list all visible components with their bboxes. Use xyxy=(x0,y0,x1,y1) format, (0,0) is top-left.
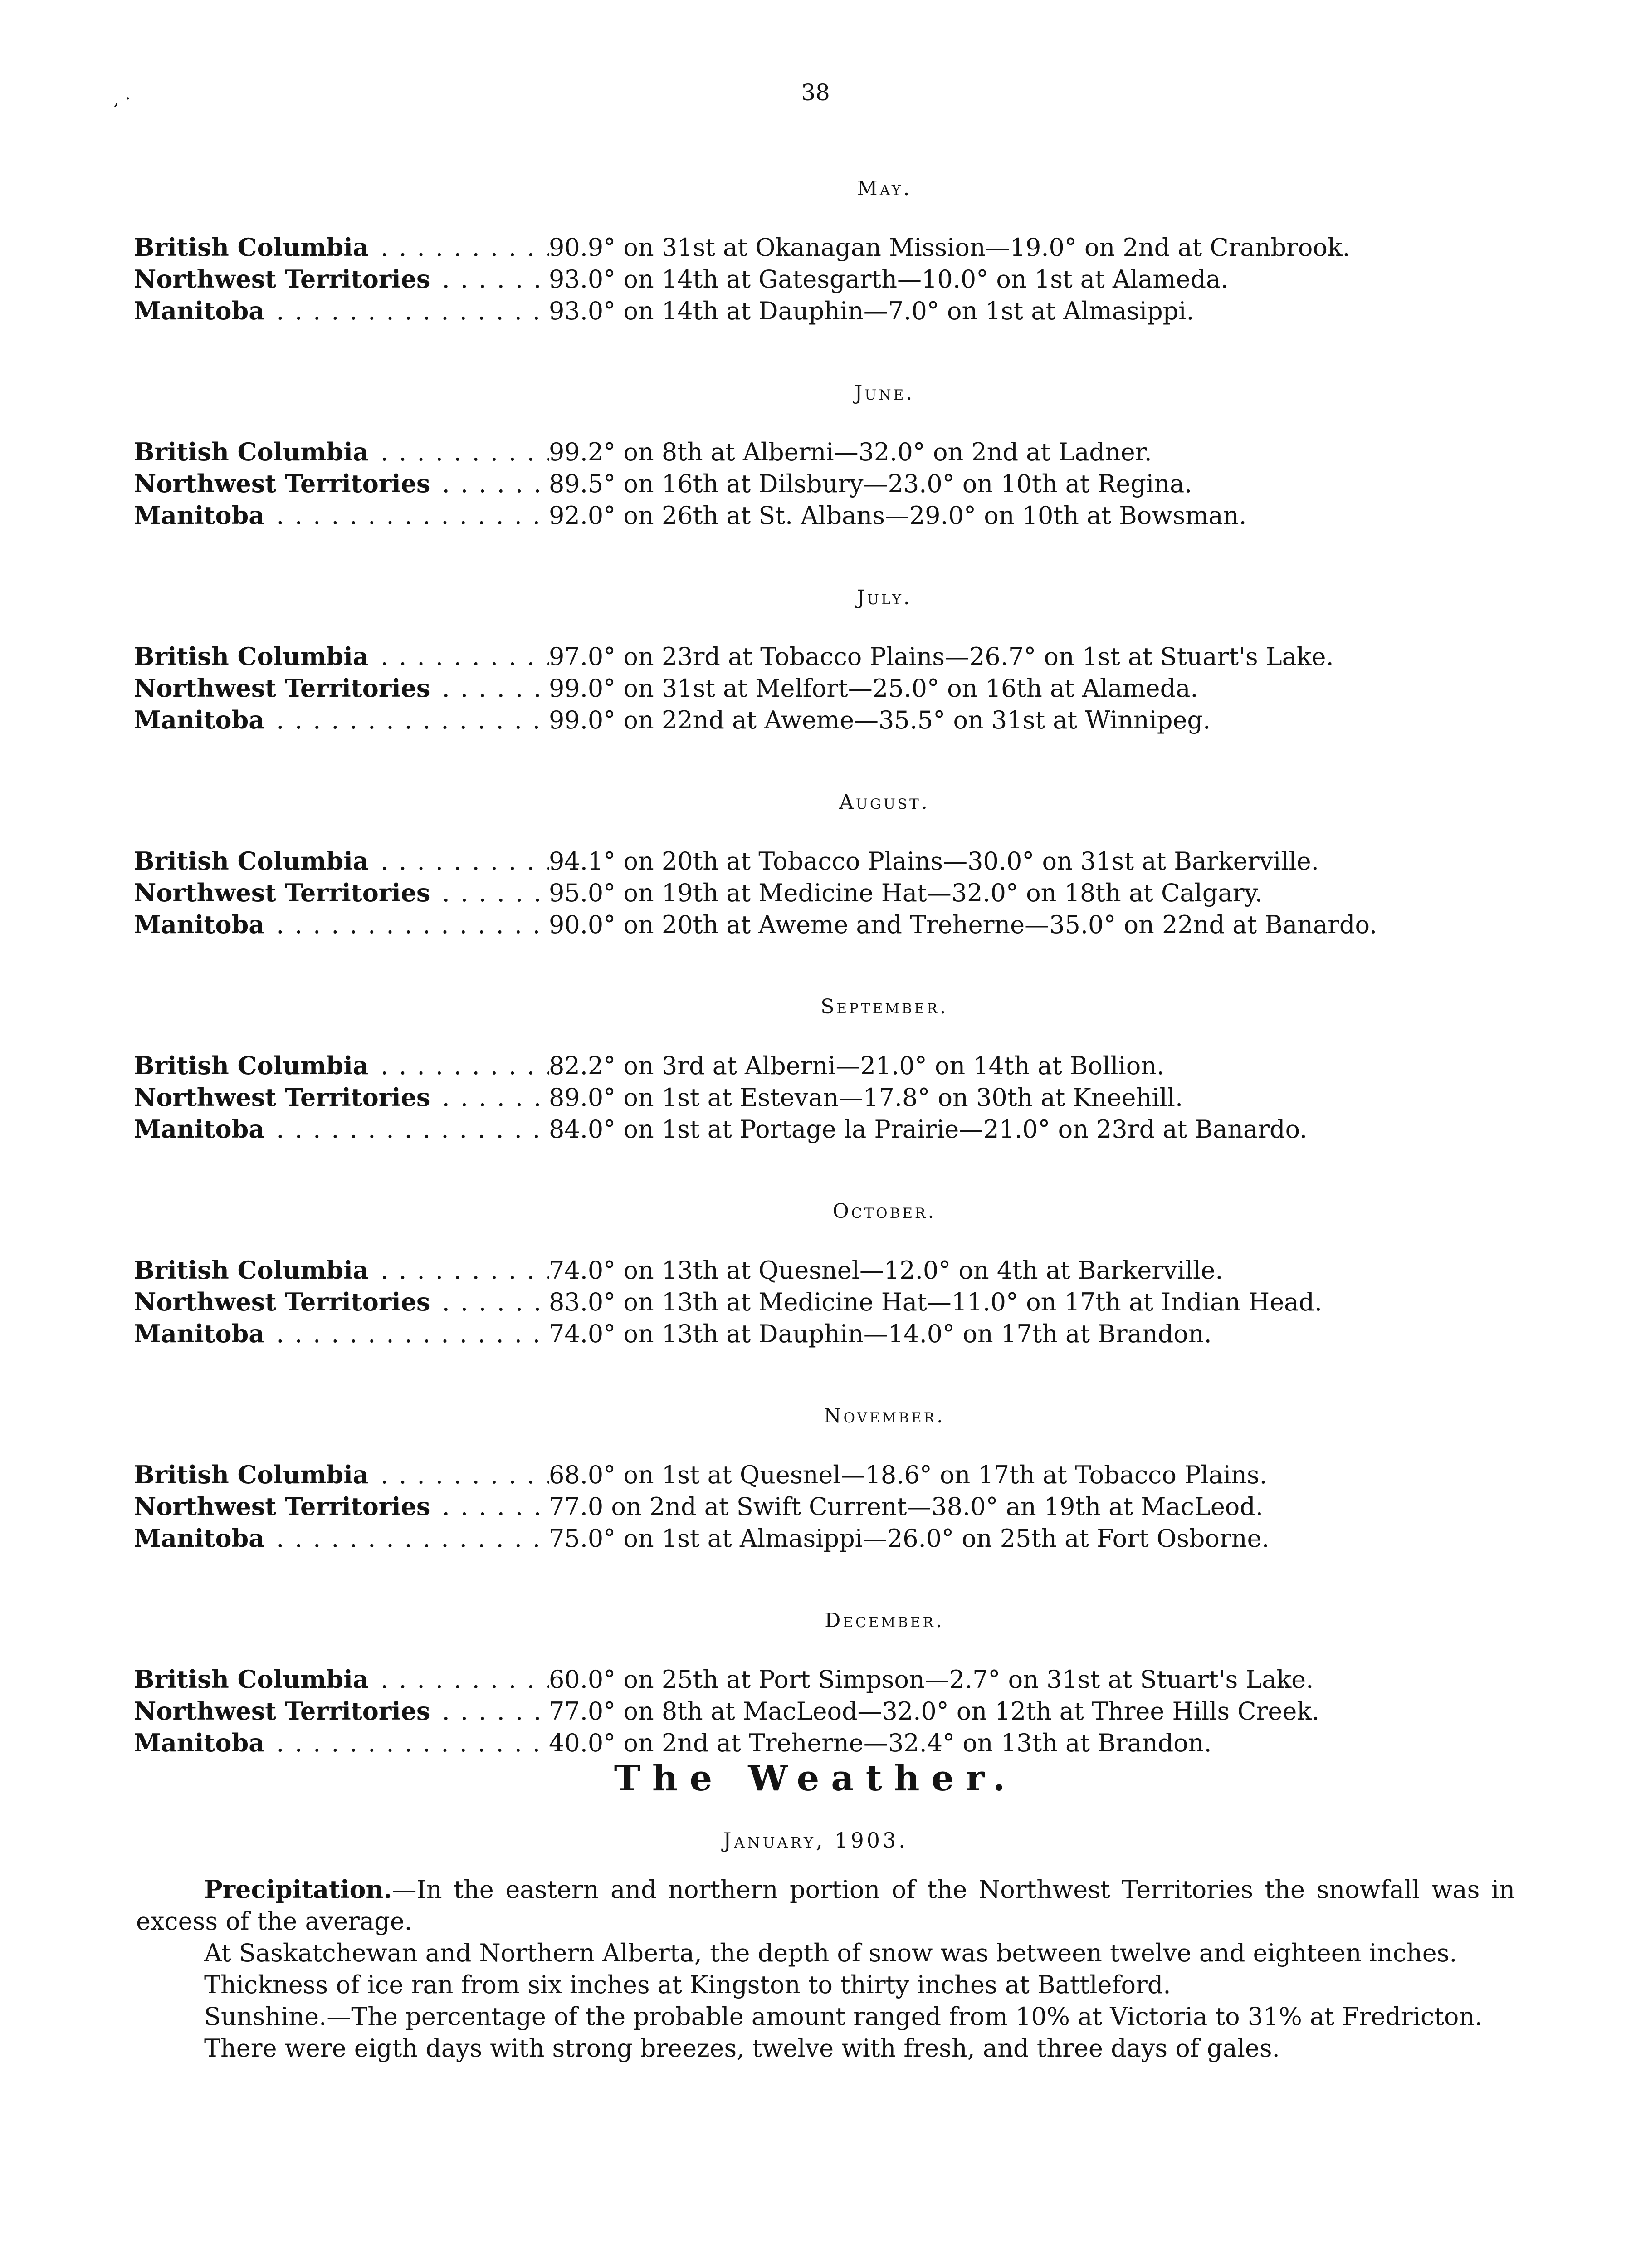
record-row xyxy=(134,1051,1517,1083)
region-name xyxy=(134,674,549,703)
region-name xyxy=(134,233,549,262)
region-label: Northwest Territories xyxy=(134,1492,433,1521)
month-heading: August. xyxy=(839,791,930,814)
region-label: Northwest Territories xyxy=(134,878,433,907)
region-label: Northwest Territories xyxy=(134,264,433,293)
record-text: 83.0° on 13th at Medicine Hat—11.0° on 17th at Indian Head. xyxy=(549,1288,1323,1316)
record-row xyxy=(134,910,1517,942)
record-row xyxy=(134,1083,1517,1114)
record-row xyxy=(134,1492,1517,1524)
region-label: Manitoba xyxy=(134,1728,267,1757)
region-label: British Columbia xyxy=(134,846,371,875)
record-row xyxy=(134,1696,1517,1728)
record-text: 74.0° on 13th at Quesnel—12.0° on 4th at Barkerville. xyxy=(549,1256,1223,1285)
region-name xyxy=(134,1287,549,1316)
record-text: 97.0° on 23rd at Tobacco Plains—26.7° on 1st at Stuart's Lake. xyxy=(549,642,1334,671)
paragraph-ice-thickness xyxy=(136,1969,1515,2001)
record-text: 74.0° on 13th at Dauphin—14.0° on 17th at Brandon. xyxy=(549,1320,1212,1348)
region-name xyxy=(134,296,549,325)
month-section-october xyxy=(134,1200,1517,1351)
record-text: 93.0° on 14th at Gatesgarth—10.0° on 1st at Alameda. xyxy=(549,265,1229,293)
region-name xyxy=(134,1524,549,1553)
record-text: 99.2° on 8th at Alberni—32.0° on 2nd at Ladner. xyxy=(549,438,1152,466)
monthly-extremes xyxy=(134,177,1517,1760)
region-label: Northwest Territories xyxy=(134,1696,433,1725)
record-row xyxy=(134,1665,1517,1696)
record-row xyxy=(134,878,1517,910)
record-text: 90.9° on 31st at Okanagan Mission—19.0° on 2nd at Cranbrook. xyxy=(549,233,1350,262)
month-section-september xyxy=(134,995,1517,1146)
record-row xyxy=(134,1287,1517,1319)
region-name xyxy=(134,469,549,498)
region-label: Manitoba xyxy=(134,1524,267,1553)
region-label: British Columbia xyxy=(134,642,371,671)
paragraph-lead: Precipitation. xyxy=(204,1875,392,1904)
month-heading: December. xyxy=(825,1609,944,1632)
paragraph-text: —In the eastern and northern portion of the Northwest Territories the snowfall was in excess of the average. xyxy=(136,1875,1515,1936)
record-text: 92.0° on 26th at St. Albans—29.0° on 10th at Bowsman. xyxy=(549,501,1247,530)
record-row xyxy=(134,264,1517,296)
region-label: Manitoba xyxy=(134,501,267,530)
region-name xyxy=(134,1114,549,1144)
month-heading: September. xyxy=(820,995,948,1018)
region-name xyxy=(134,910,549,939)
record-text: 89.5° on 16th at Dilsbury—23.0° on 10th at Regina. xyxy=(549,469,1192,498)
month-heading: June. xyxy=(854,381,915,405)
record-row xyxy=(134,1114,1517,1146)
paragraph-text: Thickness of ice ran from six inches at Kingston to thirty inches at Battleford. xyxy=(204,1970,1171,1999)
record-text: 84.0° on 1st at Portage la Prairie—21.0° on 23rd at Banardo. xyxy=(549,1115,1308,1144)
month-heading: May. xyxy=(857,177,912,200)
record-text: 89.0° on 1st at Estevan—17.8° on 30th at Kneehill. xyxy=(549,1083,1183,1112)
record-text: 99.0° on 22nd at Aweme—35.5° on 31st at Winnipeg. xyxy=(549,706,1211,734)
record-row xyxy=(134,233,1517,264)
record-row xyxy=(134,1319,1517,1351)
paragraph-text: At Saskatchewan and Northern Alberta, the depth of snow was between twelve and eighteen inches. xyxy=(204,1939,1457,1967)
record-row xyxy=(134,642,1517,674)
record-row xyxy=(134,437,1517,469)
record-text: 99.0° on 31st at Melfort—25.0° on 16th at Alameda. xyxy=(549,674,1198,703)
record-text: 90.0° on 20th at Aweme and Treherne—35.0° on 22nd at Banardo. xyxy=(549,910,1377,939)
month-heading: October. xyxy=(832,1200,937,1223)
region-label: Northwest Territories xyxy=(134,469,433,498)
record-text: 75.0° on 1st at Almasippi—26.0° on 25th at Fort Osborne. xyxy=(549,1524,1270,1553)
record-text: 77.0° on 8th at MacLeod—32.0° on 12th at Three Hills Creek. xyxy=(549,1697,1320,1725)
region-label: British Columbia xyxy=(134,1460,371,1489)
record-text: 82.2° on 3rd at Alberni—21.0° on 14th at Bollion. xyxy=(549,1051,1165,1080)
region-name xyxy=(134,437,549,466)
month-section-july xyxy=(134,586,1517,737)
record-row xyxy=(134,674,1517,705)
record-row xyxy=(134,705,1517,737)
region-name xyxy=(134,1492,549,1521)
record-row xyxy=(134,296,1517,328)
paragraph-text: There were eigth days with strong breezes, twelve with fresh, and three days of gales. xyxy=(204,2034,1280,2063)
region-label: Northwest Territories xyxy=(134,1083,433,1112)
region-name xyxy=(134,1728,549,1757)
weather-section-date: January, 1903. xyxy=(723,1828,908,1853)
page-number: 38 xyxy=(801,79,830,106)
region-name xyxy=(134,1665,549,1694)
region-label: Manitoba xyxy=(134,1114,267,1144)
region-label: British Columbia xyxy=(134,437,371,466)
record-row xyxy=(134,846,1517,878)
weather-report-body xyxy=(136,1873,1515,2064)
paragraph-snow-depth xyxy=(136,1937,1515,1969)
region-name xyxy=(134,501,549,530)
record-text: 60.0° on 25th at Port Simpson—2.7° on 31st at Stuart's Lake. xyxy=(549,1665,1314,1694)
region-name xyxy=(134,642,549,671)
region-label: Manitoba xyxy=(134,1319,267,1348)
region-name xyxy=(134,264,549,293)
record-row xyxy=(134,501,1517,533)
record-row xyxy=(134,1524,1517,1555)
region-label: Manitoba xyxy=(134,296,267,325)
region-label: British Columbia xyxy=(134,1256,371,1285)
paragraph-precipitation xyxy=(136,1873,1515,1937)
month-section-may xyxy=(134,177,1517,328)
region-name xyxy=(134,1319,549,1348)
record-text: 77.0 on 2nd at Swift Current—38.0° an 19th at MacLeod. xyxy=(549,1492,1264,1521)
paragraph-sunshine xyxy=(136,2001,1515,2033)
paragraph-text: Sunshine.—The percentage of the probable amount ranged from 10% at Victoria to 31% at Fredricton. xyxy=(204,2002,1483,2031)
region-label: British Columbia xyxy=(134,1665,371,1694)
record-text: 68.0° on 1st at Quesnel—18.6° on 17th at Tobacco Plains. xyxy=(549,1461,1267,1489)
region-label: Manitoba xyxy=(134,910,267,939)
record-text: 94.1° on 20th at Tobacco Plains—30.0° on 31st at Barkerville. xyxy=(549,847,1319,875)
record-text: 95.0° on 19th at Medicine Hat—32.0° on 18th at Calgary. xyxy=(549,879,1263,907)
month-heading: July. xyxy=(857,586,912,609)
region-label: Northwest Territories xyxy=(134,674,433,703)
region-name xyxy=(134,846,549,875)
record-text: 93.0° on 14th at Dauphin—7.0° on 1st at Almasippi. xyxy=(549,297,1194,325)
region-name xyxy=(134,878,549,907)
region-label: Manitoba xyxy=(134,705,267,734)
region-name xyxy=(134,1083,549,1112)
stray-mark: ‚ · xyxy=(113,88,131,109)
region-name xyxy=(134,1460,549,1489)
region-name xyxy=(134,1051,549,1080)
weather-section-title: The Weather. xyxy=(614,1758,1017,1799)
record-row xyxy=(134,469,1517,501)
month-section-august xyxy=(134,791,1517,942)
month-section-june xyxy=(134,381,1517,533)
region-label: British Columbia xyxy=(134,233,371,262)
paragraph-winds xyxy=(136,2033,1515,2064)
month-section-november xyxy=(134,1404,1517,1555)
record-text: 40.0° on 2nd at Treherne—32.4° on 13th at Brandon. xyxy=(549,1729,1212,1757)
region-label: British Columbia xyxy=(134,1051,371,1080)
region-name xyxy=(134,1696,549,1725)
month-heading: November. xyxy=(824,1404,945,1427)
record-row xyxy=(134,1728,1517,1760)
record-row xyxy=(134,1256,1517,1287)
month-section-december xyxy=(134,1609,1517,1760)
region-name xyxy=(134,705,549,734)
region-name xyxy=(134,1256,549,1285)
region-label: Northwest Territories xyxy=(134,1287,433,1316)
record-row xyxy=(134,1460,1517,1492)
